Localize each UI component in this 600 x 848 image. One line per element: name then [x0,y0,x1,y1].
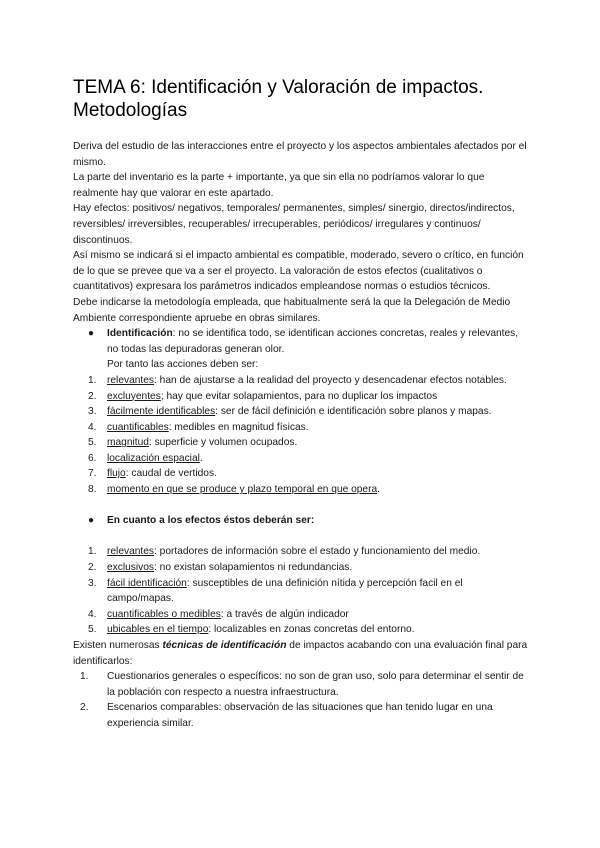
bullet-identificacion [73,326,528,357]
bullet-dot-icon: ● [88,328,95,340]
list-item: 2. excluyentes; hay que evitar solapamientos, para no duplicar los impactos [88,390,438,402]
list-item: 8. momento en que se produce y plazo temporal en que opera. [88,484,380,496]
intro-paragraph-3: Hay efectos: positivos/ negativos, temporales/ permanentes, simples/ sinergio, directos/indirectos, reversibles/ irreversibles, recuperables/ irrecuperables, periódicos/ irregulares y continuos/ discontinuos. [73,203,515,246]
intro-paragraph-1: Deriva del estudio de las interacciones entre el proyecto y los aspectos ambientales afectados por el mismo. [73,141,527,168]
document-body [73,139,528,732]
techniques-paragraph: Existen numerosas técnicas de identificación de impactos acabando con una evaluación final para identificarlos: [73,640,528,667]
list-item: 4. cuantificables o medibles: a través de algún indicador [88,608,349,620]
bullet-term: Identificación [107,328,173,340]
list-item: 3. fácil identificación: susceptibles de una definición nítida y percepción facil en el campo/mapas. [88,577,463,605]
intro-paragraph-2: La parte del inventario es la parte + importante, ya que sin ella no podríamos valorar lo que realmente hay que valorar en este apartado. [73,172,485,199]
list-item: 5. ubicables en el tiempo: localizables en zonas concretas del entorno. [88,624,415,636]
bullet-heading: En cuanto a los efectos éstos deberán ser: [107,515,315,527]
list-item: 6. localización espacial. [88,452,203,464]
list-item: 3. fácilmente identificables: ser de fácil definición e identificación sobre planos y mapas. [88,406,492,418]
bullet-dot-icon: ● [88,515,95,527]
effects-list [73,544,528,638]
bullet-followup: Por tanto las acciones deben ser: [107,359,259,371]
list-item: 2. exclusivos: no existan solapamientos ni redundancias. [88,562,353,574]
intro-paragraph-4: Así mismo se indicará si el impacto ambiental es compatible, moderado, severo o crítico, en función de lo que se prevee que va a ser el proyecto. La valoración de estos efectos (cualitativos o cuantitativos) expresara los parámetros indicados empleandose normas o estudios técnicos. [73,250,524,293]
techniques-term: técnicas de identificación [162,640,287,651]
intro-paragraph-5: Debe indicarse la metodología empleada, que habitualmente será la que la Delegación de Medio Ambiente correspondiente apruebe en obras similares. [73,296,511,324]
list-item: 4. cuantificables: medibles en magnitud físicas. [88,421,309,433]
page-title: TEMA 6: Identificación y Valoración de impactos. Metodologías [73,77,484,121]
list-item: 1. Cuestionarios generales o específicos: no son de gran uso, solo para determinar el sentir de la población con respecto a nuestra infraestructura. [80,671,524,698]
list-item: 5. magnitud: superficie y volumen ocupados. [88,437,298,449]
list-item: 1. relevantes: han de ajustarse a la realidad del proyecto y desencadenar efectos notables. [88,374,507,386]
actions-list [73,373,528,498]
list-item: 2. Escenarios comparables: observación de las situaciones que han tenido lugar en una experiencia similar. [80,702,493,729]
list-item: 1. relevantes: portadores de información sobre el estado y funcionamiento del medio. [88,546,481,558]
techniques-list [73,669,528,731]
bullet-efectos [73,513,528,529]
list-item: 7. flujo: caudal de vertidos. [88,468,217,480]
bullet-text: : no se identifica todo, se identifican acciones concretas, reales y relevantes, no todas las depuradoras generan olor. [107,328,519,355]
